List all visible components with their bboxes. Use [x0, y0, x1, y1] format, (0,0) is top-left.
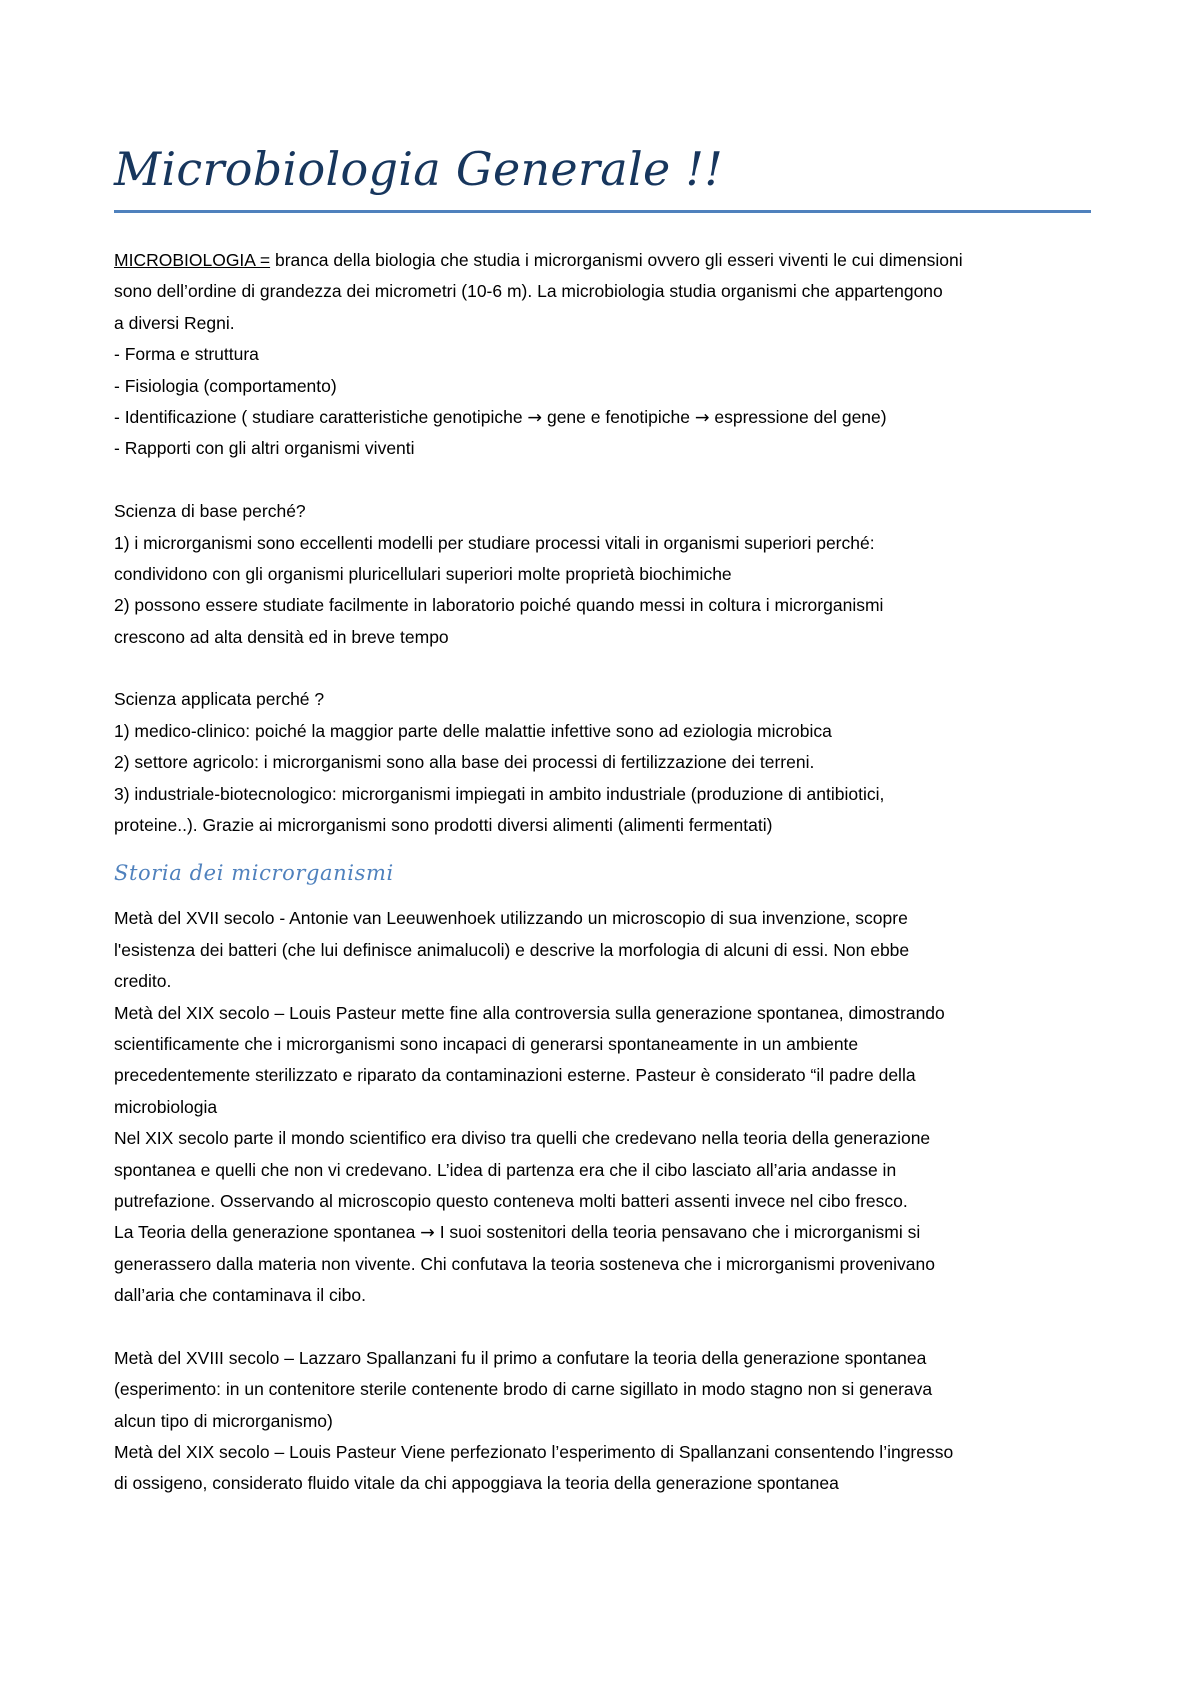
paragraph-line: generassero dalla materia non vivente. Chi confutava la teoria sosteneva che i microrganismi provenivano: [114, 1253, 935, 1274]
paragraph-line: putrefazione. Osservando al microscopio questo conteneva molti batteri assenti invece nel cibo fresco.: [114, 1190, 908, 1211]
paragraph-line: 1) i microrganismi sono eccellenti modelli per studiare processi vitali in organismi superiori perché:: [114, 532, 875, 553]
document-title: Microbiologia Generale !!: [114, 142, 723, 196]
paragraph-line: Metà del XIX secolo – Louis Pasteur mette fine alla controversia sulla generazione spontanea, dimostrando: [114, 1002, 945, 1023]
paragraph-line: alcun tipo di microrganismo): [114, 1410, 333, 1431]
paragraph-spacer: [114, 1312, 1104, 1343]
paragraph-text: La Teoria della generazione spontanea: [114, 1222, 421, 1243]
bullet-text: - Identificazione ( studiare caratteristiche genotipiche: [114, 406, 528, 427]
document-body: [114, 245, 1104, 1500]
title-underline-rule: [114, 210, 1091, 213]
paragraph-line: (esperimento: in un contenitore sterile contenente brodo di carne sigillato in modo stagno non si generava: [114, 1379, 933, 1400]
paragraph-line-teoria: [114, 1217, 1104, 1248]
bullet-item: - Fisiologia (comportamento): [114, 375, 337, 396]
intro-line-1: [114, 245, 1104, 276]
intro-definition: branca della biologia che studia i microrganismi ovvero gli esseri viventi le cui dimensioni: [270, 250, 963, 270]
bullet-text: espressione del gene): [709, 406, 887, 427]
paragraph-line: proteine..). Grazie ai microrganismi sono prodotti diversi alimenti (alimenti fermentati): [114, 815, 773, 836]
right-arrow-icon: →: [420, 1223, 435, 1244]
paragraph-spacer: [114, 653, 1104, 684]
paragraph-line: l'esistenza dei batteri (che lui definisce animalucoli) e descrive la morfologia di alcuni di essi. Non ebbe: [114, 939, 910, 960]
paragraph-line: crescono ad alta densità ed in breve tempo: [114, 626, 449, 647]
right-arrow-icon: →: [527, 407, 543, 428]
paragraph-line: dall’aria che contaminava il cibo.: [114, 1285, 366, 1306]
paragraph-line: condividono con gli organismi pluricellulari superiori molte proprietà biochimiche: [114, 563, 732, 584]
paragraph-line: credito.: [114, 971, 172, 992]
paragraph-line: 2) settore agricolo: i microrganismi sono alla base dei processi di fertilizzazione dei terreni.: [114, 752, 815, 773]
paragraph-spacer: [114, 465, 1104, 496]
paragraph-text: I suoi sostenitori della teoria pensavano che i microrganismi si: [434, 1222, 921, 1243]
paragraph-line: Metà del XIX secolo – Louis Pasteur Viene perfezionato l’esperimento di Spallanzani consentendo l’ingresso: [114, 1442, 954, 1463]
intro-line-2: sono dell’ordine di grandezza dei micrometri (10-6 m). La microbiologia studia organismi che appartengono: [114, 281, 943, 302]
bullet-item: - Rapporti con gli altri organismi viventi: [114, 438, 415, 459]
paragraph-line: microbiologia: [114, 1096, 218, 1117]
paragraph-line: 3) industriale-biotecnologico: microrganismi impiegati in ambito industriale (produzione di antibiotici,: [114, 783, 885, 804]
section-heading-storia: Storia dei microrganismi: [114, 861, 394, 886]
bullet-text: gene e fenotipiche: [542, 406, 695, 427]
section-heading-base: Scienza di base perché?: [114, 501, 306, 522]
bullet-item: - Forma e struttura: [114, 344, 259, 365]
term-microbiologia: MICROBIOLOGIA =: [114, 250, 271, 270]
paragraph-line: di ossigeno, considerato fluido vitale da chi appoggiava la teoria della generazione spontanea: [114, 1473, 839, 1494]
paragraph-line: 1) medico-clinico: poiché la maggior parte delle malattie infettive sono ad eziologia microbica: [114, 720, 832, 741]
paragraph-line: Metà del XVII secolo - Antonie van Leeuwenhoek utilizzando un microscopio di sua invenzione, scopre: [114, 908, 908, 929]
paragraph-line: precedentemente sterilizzato e riparato da contaminazioni esterne. Pasteur è considerato “il padre della: [114, 1065, 916, 1086]
section-heading-applied: Scienza applicata perché ?: [114, 689, 325, 710]
paragraph-line: Nel XIX secolo parte il mondo scientifico era diviso tra quelli che credevano nella teoria della generazione: [114, 1128, 931, 1149]
intro-line-3: a diversi Regni.: [114, 312, 235, 333]
right-arrow-icon: →: [694, 407, 710, 428]
paragraph-line: 2) possono essere studiate facilmente in laboratorio poiché quando messi in coltura i microrganismi: [114, 595, 884, 616]
paragraph-line: scientificamente che i microrganismi sono incapaci di generarsi spontaneamente in un ambiente: [114, 1033, 859, 1054]
paragraph-line: spontanea e quelli che non vi credevano. L’idea di partenza era che il cibo lasciato all’aria andasse in: [114, 1159, 897, 1180]
paragraph-line: Metà del XVIII secolo – Lazzaro Spallanzani fu il primo a confutare la teoria della generazione spontanea: [114, 1347, 927, 1368]
bullet-item-identificazione: [114, 402, 1104, 433]
